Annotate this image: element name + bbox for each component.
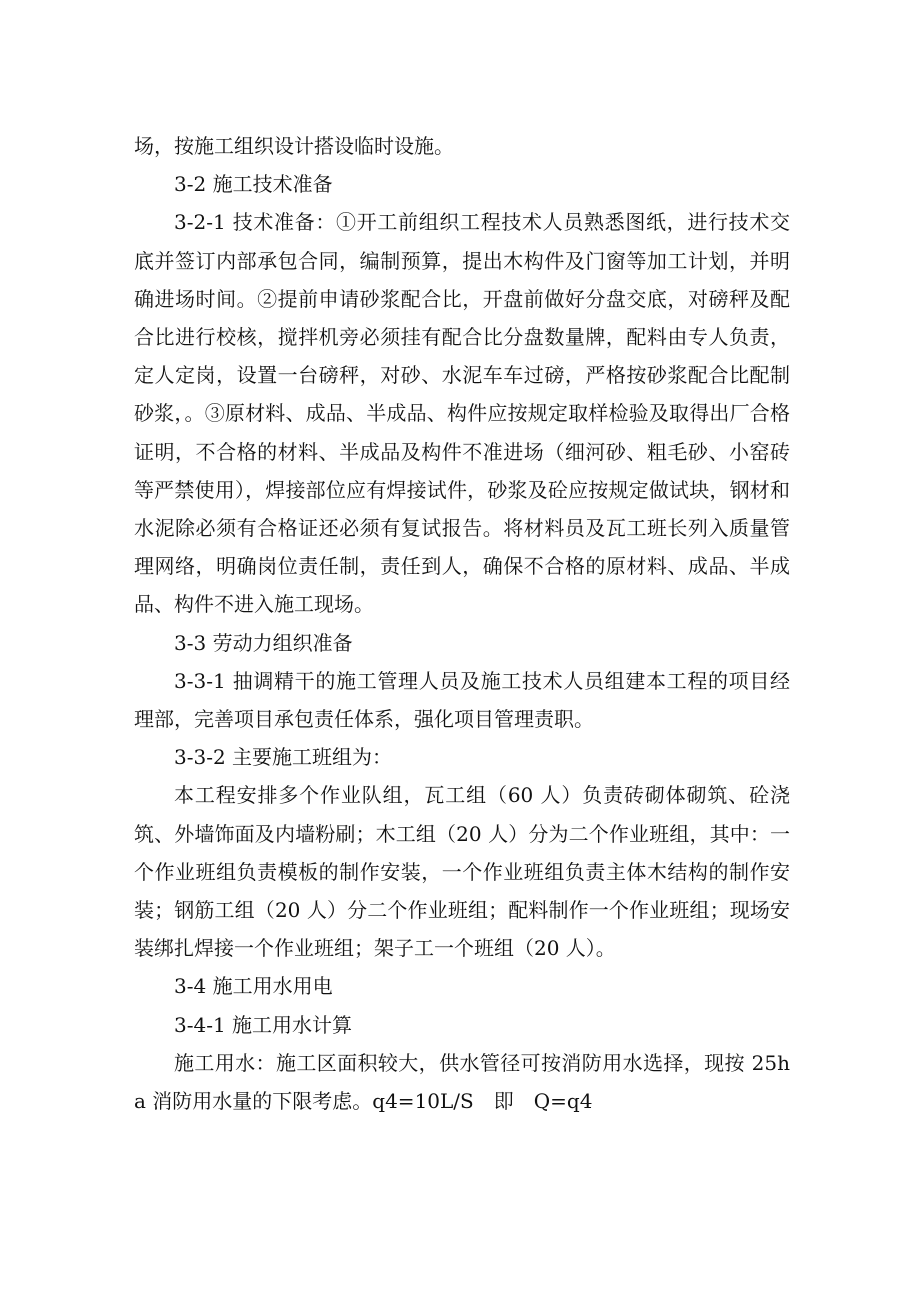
paragraph-work-teams: 本工程安排多个作业队组，瓦工组（60 人）负责砖砌体砌筑、砼浇筑、外墙饰面及内墙粉刷；木工组（20 人）分为二个作业班组，其中：一个作业班组负责模板的制作安装，一个作业班组负责主体木结构的制作安装；钢筋工组（20 人）分二个作业班组；配料制作一个作业班组；现场安装绑扎焊接一个作业班组；架子工一个班组（20 人）。 (134, 783, 790, 961)
paragraph-3-2-1: 3-2-1 技术准备：①开工前组织工程技术人员熟悉图纸，进行技术交底并签订内部承包合同，编制预算，提出木构件及门窗等加工计划，并明确进场时间。②提前申请砂浆配合比，开盘前做好分盘交底，对磅秤及配合比进行校核，搅拌机旁必须挂有配合比分盘数量牌，配料由专人负责，定人定岗，设置一台磅秤，对砂、水泥车车过磅，严格按砂浆配合比配制砂浆，。③原材料、成品、半成品、构件应按规定取样检验及取得出厂合格证明，不合格的材料、半成品及构件不准进场（细河砂、粗毛砂、小窑砖等严禁使用），焊接部位应有焊接试件，砂浆及砼应按规定做试块，钢材和水泥除必须有合格证还必须有复试报告。将材料员及瓦工班长列入质量管理网络，明确岗位责任制，责任到人，确保不合格的原材料、成品、半成品、构件不进入施工现场。 (134, 210, 790, 617)
heading-3-4-1: 3-4-1 施工用水计算 (174, 1012, 353, 1037)
document-body (134, 127, 790, 1120)
heading-3-3: 3-3 劳动力组织准备 (174, 630, 353, 655)
heading-3-2: 3-2 施工技术准备 (174, 172, 333, 197)
paragraph-3-3-2: 3-3-2 主要施工班组为： (174, 745, 393, 770)
paragraph-water-usage: 施工用水：施工区面积较大，供水管径可按消防用水选择，现按 25ha 消防用水量的下限考虑。q4=10L/S 即 Q=q4 (134, 1050, 790, 1114)
paragraph-site-facilities: 场，按施工组织设计搭设临时设施。 (134, 134, 454, 158)
paragraph-3-3-1: 3-3-1 抽调精干的施工管理人员及施工技术人员组建本工程的项目经理部，完善项目承包责任体系，强化项目管理责职。 (134, 668, 790, 732)
heading-3-4: 3-4 施工用水用电 (174, 974, 333, 999)
